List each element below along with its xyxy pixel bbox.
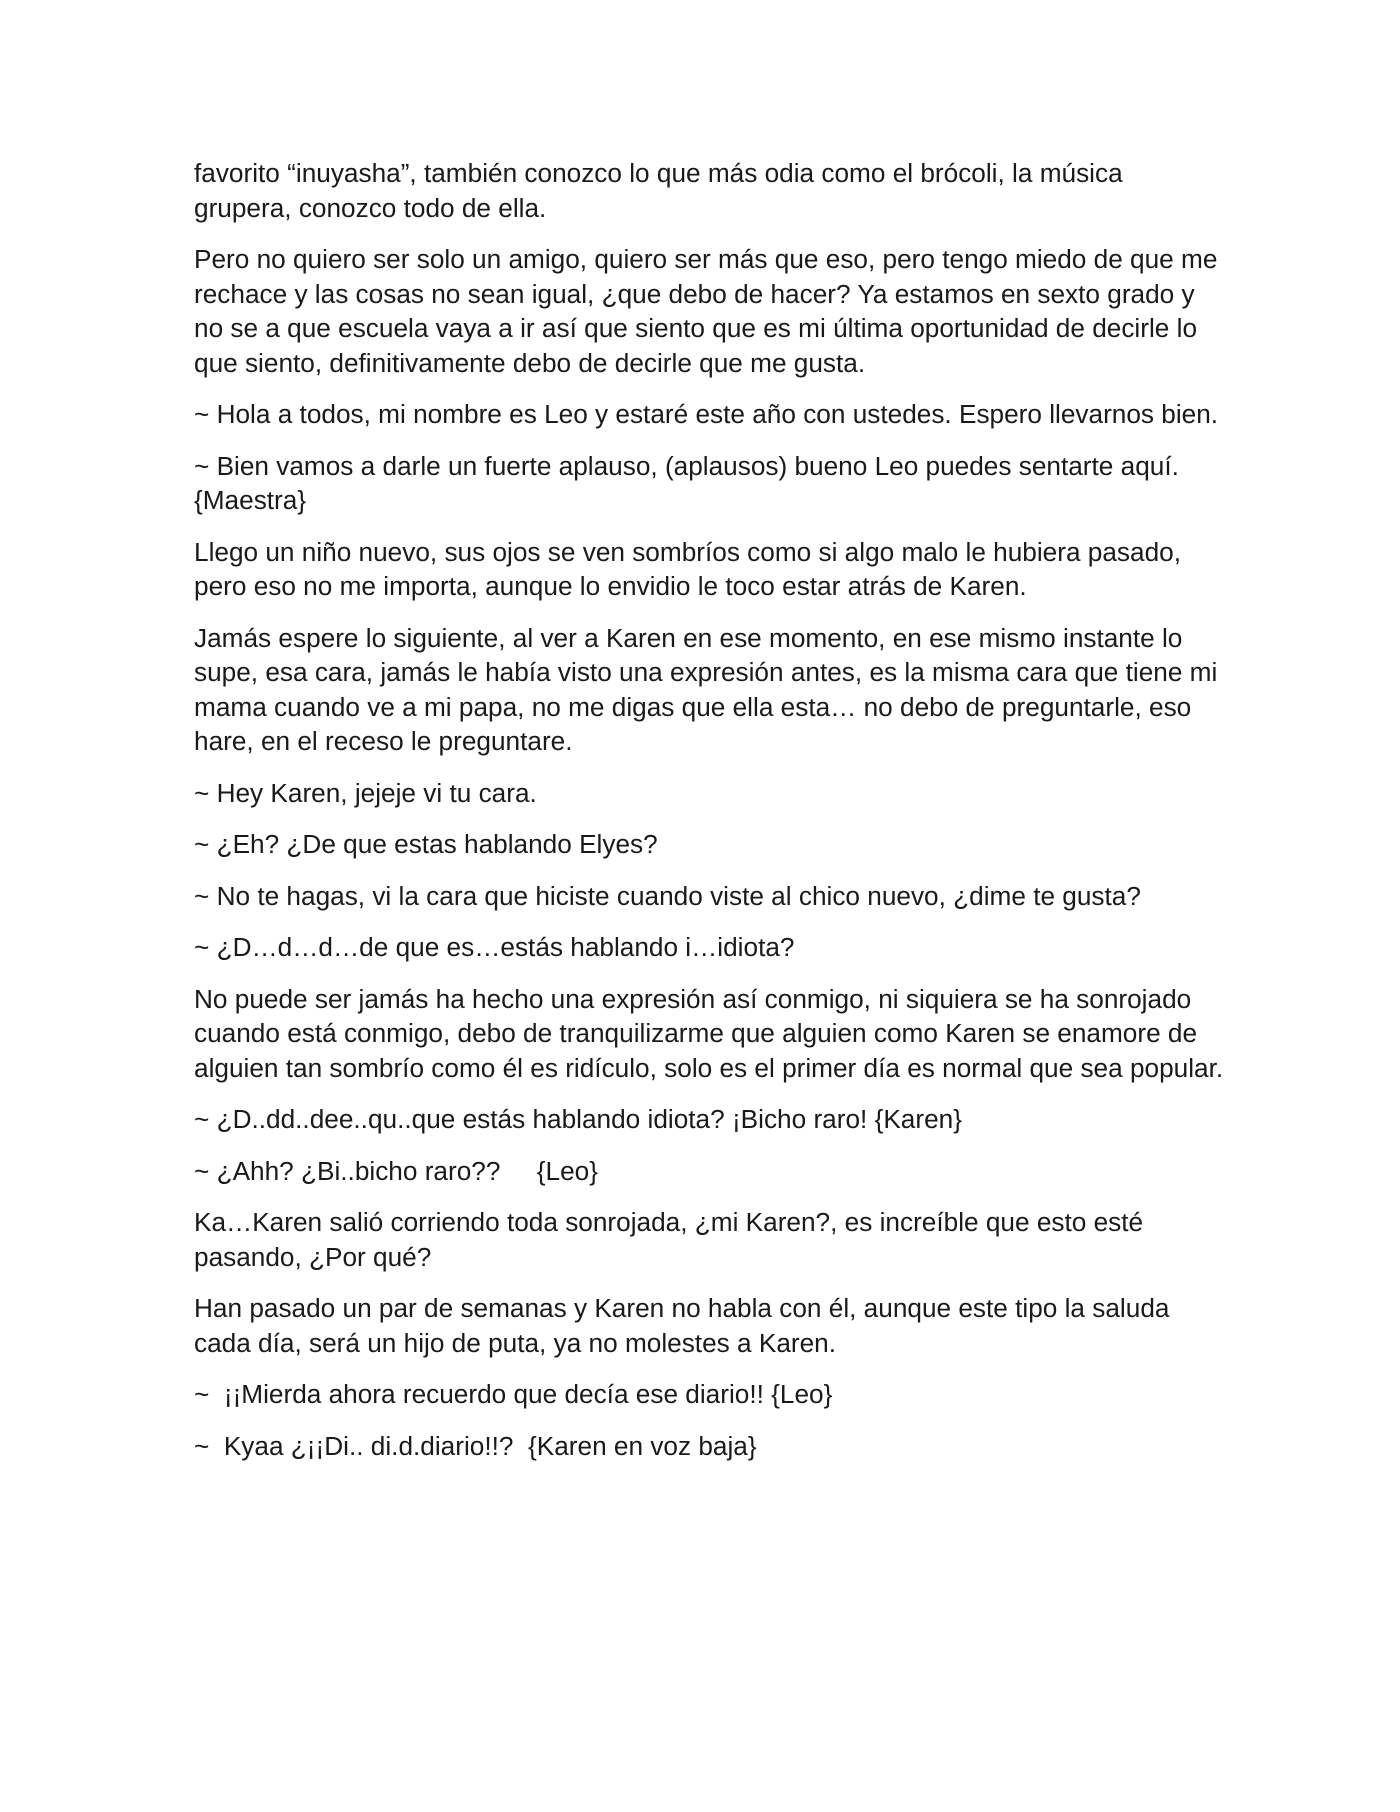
paragraph: Ka…Karen salió corriendo toda sonrojada, ¿mi Karen?, es increíble que esto esté pasando, ¿Por qué?: [194, 1207, 1151, 1272]
paragraph: Jamás espere lo siguiente, al ver a Karen en ese momento, en ese mismo instante lo supe, esa cara, jamás le había visto una expresión antes, es la misma cara que tiene mi mama cuando ve a mi papa, no me digas que ella esta… no debo de preguntarle, eso hare, en el receso le preguntare.: [194, 622, 1225, 756]
dialogue-line: ~ Kyaa ¿¡¡Di.. di.d.diario!!? {Karen en voz baja}: [194, 1430, 757, 1461]
paragraph: No puede ser jamás ha hecho una expresión así conmigo, ni siquiera se ha sonrojado cuando está conmigo, debo de tranquilizarme que alguien como Karen se enamore de alguien tan sombrío como él es ridículo, solo es el primer día es normal que sea popular.: [194, 983, 1224, 1083]
dialogue-line: ~ ¿Ahh? ¿Bi..bicho raro?? {Leo}: [194, 1155, 598, 1186]
paragraph: favorito “inuyasha”, también conozco lo que más odia como el brócoli, la música grupera, conozco todo de ella.: [194, 158, 1130, 223]
dialogue-line: ~ ¿Eh? ¿De que estas hablando Elyes?: [194, 829, 658, 859]
body-text: [194, 156, 1224, 1480]
dialogue-line: ~ Hola a todos, mi nombre es Leo y estaré este año con ustedes. Espero llevarnos bien.: [194, 399, 1219, 429]
dialogue-line: ~ ¡¡Mierda ahora recuerdo que decía ese diario!! {Leo}: [194, 1379, 833, 1409]
paragraph: Llego un niño nuevo, sus ojos se ven sombríos como si algo malo le hubiera pasado, pero eso no me importa, aunque lo envidio le toco estar atrás de Karen.: [194, 536, 1189, 601]
dialogue-line: ~ No te hagas, vi la cara que hiciste cuando viste al chico nuevo, ¿dime te gusta?: [194, 880, 1141, 911]
paragraph: Pero no quiero ser solo un amigo, quiero ser más que eso, pero tengo miedo de que me rechace y las cosas no sean igual, ¿que debo de hacer? Ya estamos en sexto grado y no se a que escuela vaya a ir así que siento que es mi última oportunidad de decirle lo que siento, definitivamente debo de decirle que me gusta.: [194, 244, 1225, 378]
dialogue-line: ~ ¿D…d…d…de que es…estás hablando i…idiota?: [194, 932, 795, 962]
dialogue-line: ~ ¿D..dd..dee..qu..que estás hablando idiota? ¡Bicho raro! {Karen}: [194, 1104, 962, 1134]
paragraph: Han pasado un par de semanas y Karen no habla con él, aunque este tipo la saluda cada día, será un hijo de puta, ya no molestes a Karen.: [194, 1293, 1177, 1358]
dialogue-line: ~ Hey Karen, jejeje vi tu cara.: [194, 777, 537, 808]
dialogue-line: ~ Bien vamos a darle un fuerte aplauso, (aplausos) bueno Leo puedes sentarte aquí. {Maestra}: [194, 450, 1187, 515]
